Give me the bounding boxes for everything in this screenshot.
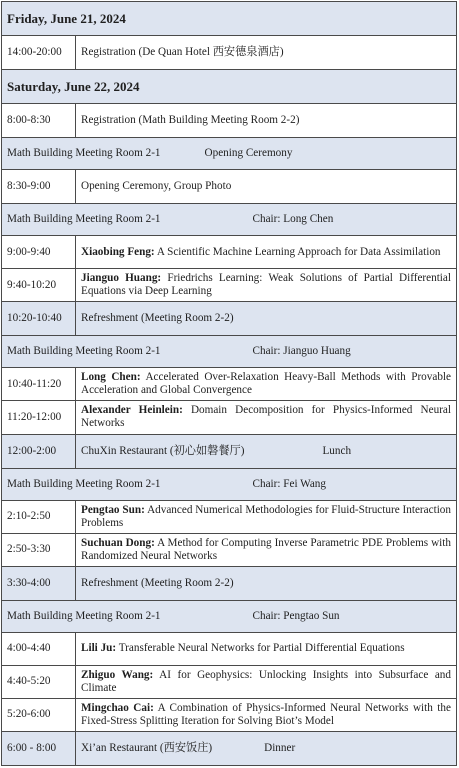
- speaker-name: Jianguo Huang:: [81, 272, 162, 285]
- talk-row: [2, 632, 457, 665]
- session-room: Math Building Meeting Room 2-1: [7, 477, 161, 490]
- talk-row: [2, 368, 457, 401]
- event-cell: Refreshment (Meeting Room 2-2): [76, 566, 457, 600]
- day-header: [2, 2, 457, 36]
- talk-title: Friedrichs Learning: Weak Solutions of Partial Differential Equations via Deep Learning: [81, 272, 451, 298]
- session-room: Math Building Meeting Room 2-1: [7, 213, 161, 226]
- session-band: [2, 204, 457, 236]
- time-cell: 10:20-10:40: [2, 302, 76, 336]
- talk-title: AI for Geophysics: Unlocking Insights into Subsurface and Climate: [81, 668, 451, 694]
- time-cell: 9:00-9:40: [2, 236, 76, 269]
- day-header: [2, 70, 457, 104]
- talk-row: [2, 698, 457, 731]
- talk-title: A Combination of Physics-Informed Neural Networks with the Fixed-Stress Splitting Iteration for Solving Biot’s Model: [81, 701, 451, 727]
- talk-title: Advanced Numerical Methodologies for Fluid-Structure Interaction Problems: [81, 503, 451, 529]
- schedule-row: [2, 36, 457, 70]
- session-band: [2, 600, 457, 632]
- schedule-row: [2, 302, 457, 336]
- talk-row: [2, 665, 457, 698]
- event-cell: Registration (Math Building Meeting Room 2-2): [76, 104, 457, 138]
- time-cell: 4:40-5:20: [2, 665, 76, 698]
- speaker-name: Alexander Heinlein:: [81, 404, 183, 417]
- talk-row: [2, 533, 457, 566]
- talk-title: A Method for Computing Inverse Parametric PDE Problems with Randomized Neural Networks: [81, 536, 451, 562]
- time-cell: 2:10-2:50: [2, 500, 76, 533]
- session-band: [2, 468, 457, 500]
- day-title: Saturday, June 22, 2024: [2, 70, 457, 104]
- talk-row: [2, 269, 457, 302]
- time-cell: 10:40-11:20: [2, 368, 76, 401]
- talk-row: [2, 500, 457, 533]
- session-band: [2, 138, 457, 170]
- time-cell: 3:30-4:00: [2, 566, 76, 600]
- time-cell: 2:50-3:30: [2, 533, 76, 566]
- session-chair: Chair: Pengtao Sun: [252, 609, 340, 622]
- talk-title: Accelerated Over-Relaxation Heavy-Ball Methods with Provable Acceleration and Global Convergence: [81, 371, 451, 397]
- schedule-table: [1, 1, 457, 766]
- event-cell: Registration (De Quan Hotel 西安德泉酒店): [76, 36, 457, 70]
- session-chair: Chair: Jianguo Huang: [252, 345, 351, 358]
- speaker-name: Xiaobing Feng:: [81, 245, 155, 258]
- speaker-name: Mingchao Cai:: [81, 701, 154, 714]
- speaker-name: Pengtao Sun:: [81, 503, 145, 516]
- session-room: Math Building Meeting Room 2-1: [7, 345, 161, 358]
- session-label: Opening Ceremony: [204, 147, 293, 160]
- time-cell: 14:00-20:00: [2, 36, 76, 70]
- event-cell: Refreshment (Meeting Room 2-2): [76, 302, 457, 336]
- time-cell: 9:40-10:20: [2, 269, 76, 302]
- speaker-name: Long Chen:: [81, 371, 141, 384]
- talk-row: [2, 236, 457, 269]
- time-cell: 6:00 - 8:00: [2, 731, 76, 765]
- talk-title: Transferable Neural Networks for Partial Differential Equations: [118, 642, 405, 655]
- time-cell: 12:00-2:00: [2, 434, 76, 468]
- talk-row: [2, 401, 457, 434]
- session-chair: Chair: Long Chen: [252, 213, 334, 226]
- meal-label: Dinner: [264, 741, 296, 754]
- talk-title: Domain Decomposition for Physics-Informed Neural Networks: [81, 404, 451, 430]
- speaker-name: Lili Ju:: [81, 642, 117, 655]
- event-cell: Opening Ceremony, Group Photo: [76, 170, 457, 204]
- schedule-row: [2, 104, 457, 138]
- time-cell: 4:00-4:40: [2, 632, 76, 665]
- event-cell: Xi’an Restaurant (西安饭庄): [81, 741, 213, 754]
- speaker-name: Zhiguo Wang:: [81, 668, 154, 681]
- event-cell: ChuXin Restaurant (初心如磐餐厅): [81, 444, 245, 457]
- schedule-row: [2, 170, 457, 204]
- session-band: [2, 336, 457, 368]
- schedule-row: [2, 731, 457, 765]
- talk-title: A Scientific Machine Learning Approach for Data Assimilation: [156, 245, 441, 258]
- meal-label: Lunch: [322, 444, 352, 457]
- time-cell: 5:20-6:00: [2, 698, 76, 731]
- session-chair: Chair: Fei Wang: [252, 477, 326, 490]
- schedule-row: [2, 434, 457, 468]
- session-room: Math Building Meeting Room 2-1: [7, 147, 161, 160]
- schedule-row: [2, 566, 457, 600]
- speaker-name: Suchuan Dong:: [81, 536, 155, 549]
- day-title: Friday, June 21, 2024: [2, 2, 457, 36]
- time-cell: 8:30-9:00: [2, 170, 76, 204]
- time-cell: 11:20-12:00: [2, 401, 76, 434]
- session-room: Math Building Meeting Room 2-1: [7, 609, 161, 622]
- time-cell: 8:00-8:30: [2, 104, 76, 138]
